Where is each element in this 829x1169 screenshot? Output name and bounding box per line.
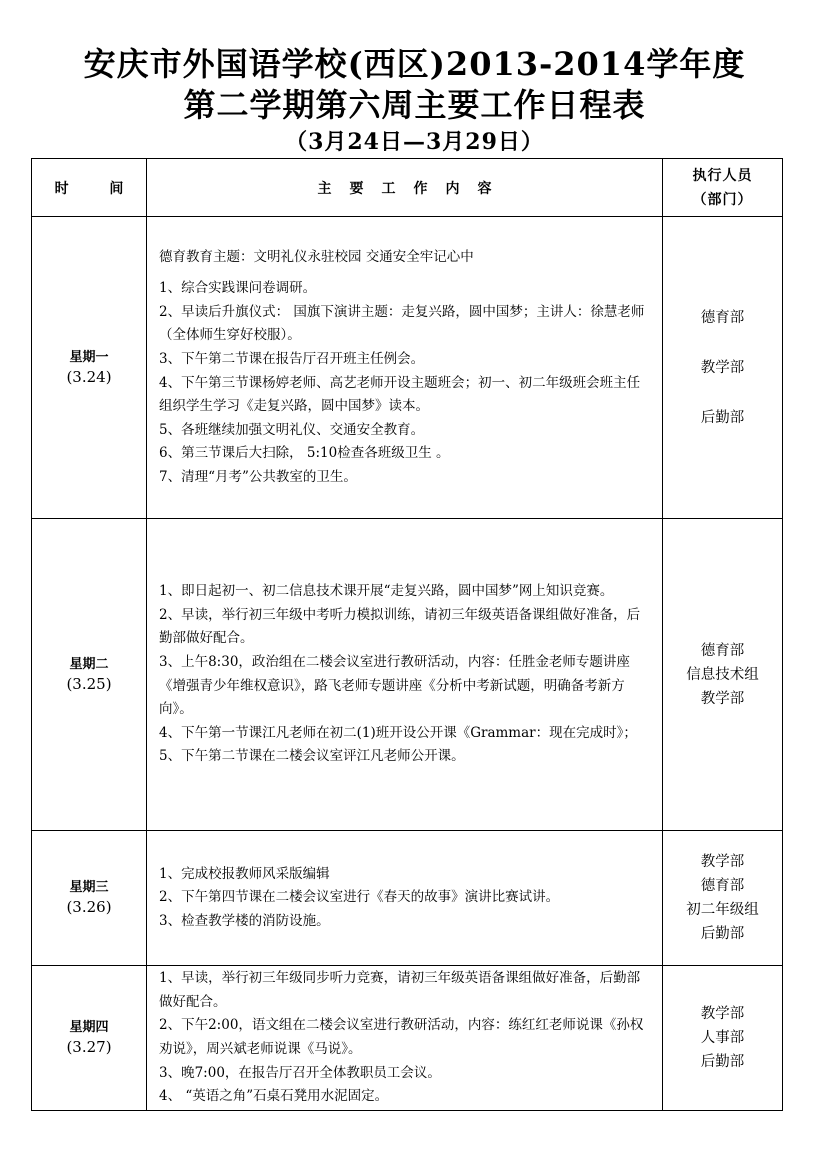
day-date: (3.25) <box>66 674 112 693</box>
day-name: 星期一 <box>69 349 109 365</box>
dept-name: 教学部 <box>700 359 745 376</box>
list-item: 4、下午第三节课杨婷老师、高艺老师开设主题班会；初一、初二年级班会班主任组织学生学习《走复兴路，圆中国梦》读本。 <box>159 374 641 415</box>
day-cell <box>32 217 147 519</box>
table-header-row <box>32 159 783 217</box>
dept-name: 德育部 <box>700 878 745 894</box>
table-row-monday <box>32 217 783 519</box>
list-item: 2、下午2:00，语文组在二楼会议室进行教研活动，内容：练红红老师说课《孙权劝说》，周兴斌老师说课《马说》。 <box>159 1017 644 1057</box>
list-item: 2、早读，举行初三年级中考听力模拟训练，请初三年级英语备课组做好准备，后勤部做好配合。 <box>159 606 641 647</box>
list-item: 1、综合实践课问卷调研。 <box>159 280 317 297</box>
dept-cell <box>663 519 783 831</box>
table-row-wednesday <box>32 831 783 966</box>
dept-name: 后勤部 <box>700 409 745 426</box>
list-item: 2、下午第四节课在二楼会议室进行《春天的故事》演讲比赛试讲。 <box>159 889 560 906</box>
dept-name: 后勤部 <box>700 926 745 942</box>
list-item: 2、早读后升旗仪式： 国旗下演讲主题：走复兴路，圆中国梦；主讲人：徐慧老师（全体师生穿好校服）。 <box>159 303 645 344</box>
list-item: 3、下午第二节课在报告厅召开班主任例会。 <box>159 350 425 367</box>
dept-cell <box>663 831 783 966</box>
theme-line: 德育教育主题：文明礼仪永驻校园 交通安全牢记心中 <box>159 248 474 265</box>
day-cell <box>32 519 147 831</box>
day-cell <box>32 966 147 1111</box>
list-item: 7、清理“月考”公共教室的卫生。 <box>159 468 357 485</box>
list-item: 4、下午第一节课江凡老师在初二(1)班开设公开课《Grammar：现在完成时》； <box>159 724 637 741</box>
list-item: 5、下午第二节课在二楼会议室评江凡老师公开课。 <box>159 748 465 765</box>
list-item: 1、早读，举行初三年级同步听力竞赛，请初三年级英语备课组做好准备，后勤部做好配合。 <box>159 970 641 1010</box>
dept-name: 信息技术组 <box>686 666 759 683</box>
dept-name: 人事部 <box>700 1030 745 1046</box>
content-cell <box>147 966 663 1111</box>
day-date: (3.26) <box>66 898 112 916</box>
document-title-line2: 第二学期第六周主要工作日程表 <box>183 86 646 124</box>
dept-name: 教学部 <box>700 690 745 707</box>
day-date: (3.27) <box>66 1038 112 1056</box>
header-executor-line2: （部门） <box>692 191 753 208</box>
content-cell <box>147 217 663 519</box>
dept-cell <box>663 217 783 519</box>
dept-name: 教学部 <box>700 854 745 870</box>
document-title-line1: 安庆市外国语学校(西区)2013-2014学年度 <box>83 45 746 83</box>
list-item: 5、各班继续加强文明礼仪、交通安全教育。 <box>159 421 425 438</box>
list-item: 4、 “英语之角”石桌石凳用水泥固定。 <box>159 1088 389 1105</box>
date-range: （3月24日—3月29日） <box>285 129 544 155</box>
table-row-thursday <box>32 966 783 1111</box>
schedule-table <box>31 158 783 1111</box>
header-executor <box>663 159 783 217</box>
list-item: 6、第三节课后大扫除， 5:10检查各班级卫生 。 <box>159 445 450 462</box>
day-name: 星期四 <box>69 1020 109 1035</box>
content-cell <box>147 519 663 831</box>
list-item: 3、晚7:00，在报告厅召开全体教职员工会议。 <box>159 1064 441 1081</box>
dept-cell <box>663 966 783 1111</box>
content-cell <box>147 831 663 966</box>
day-name: 星期二 <box>69 656 109 672</box>
list-item: 3、检查教学楼的消防设施。 <box>159 912 330 929</box>
header-content: 主要工作内容 <box>147 159 663 217</box>
day-date: (3.24) <box>66 367 112 386</box>
dept-name: 教学部 <box>700 1006 745 1022</box>
dept-name: 德育部 <box>700 309 745 326</box>
header-executor-line1: 执行人员 <box>692 167 753 184</box>
list-item: 3、上午8:30，政治组在二楼会议室进行教研活动，内容：任胜金老师专题讲座《增强青少年维权意识》，路飞老师专题讲座《分析中考新试题，明确备考新方向》。 <box>159 653 630 718</box>
dept-name: 后勤部 <box>700 1054 745 1070</box>
day-cell <box>32 831 147 966</box>
day-name: 星期三 <box>69 880 109 895</box>
dept-name: 初二年级组 <box>686 902 759 918</box>
dept-name: 德育部 <box>700 642 745 659</box>
list-item: 1、完成校报教师风采版编辑 <box>159 865 330 882</box>
table-row-tuesday <box>32 519 783 831</box>
list-item: 1、即日起初一、初二信息技术课开展“走复兴路，圆中国梦”网上知识竞赛。 <box>159 583 614 600</box>
header-time: 时 间 <box>32 159 147 217</box>
